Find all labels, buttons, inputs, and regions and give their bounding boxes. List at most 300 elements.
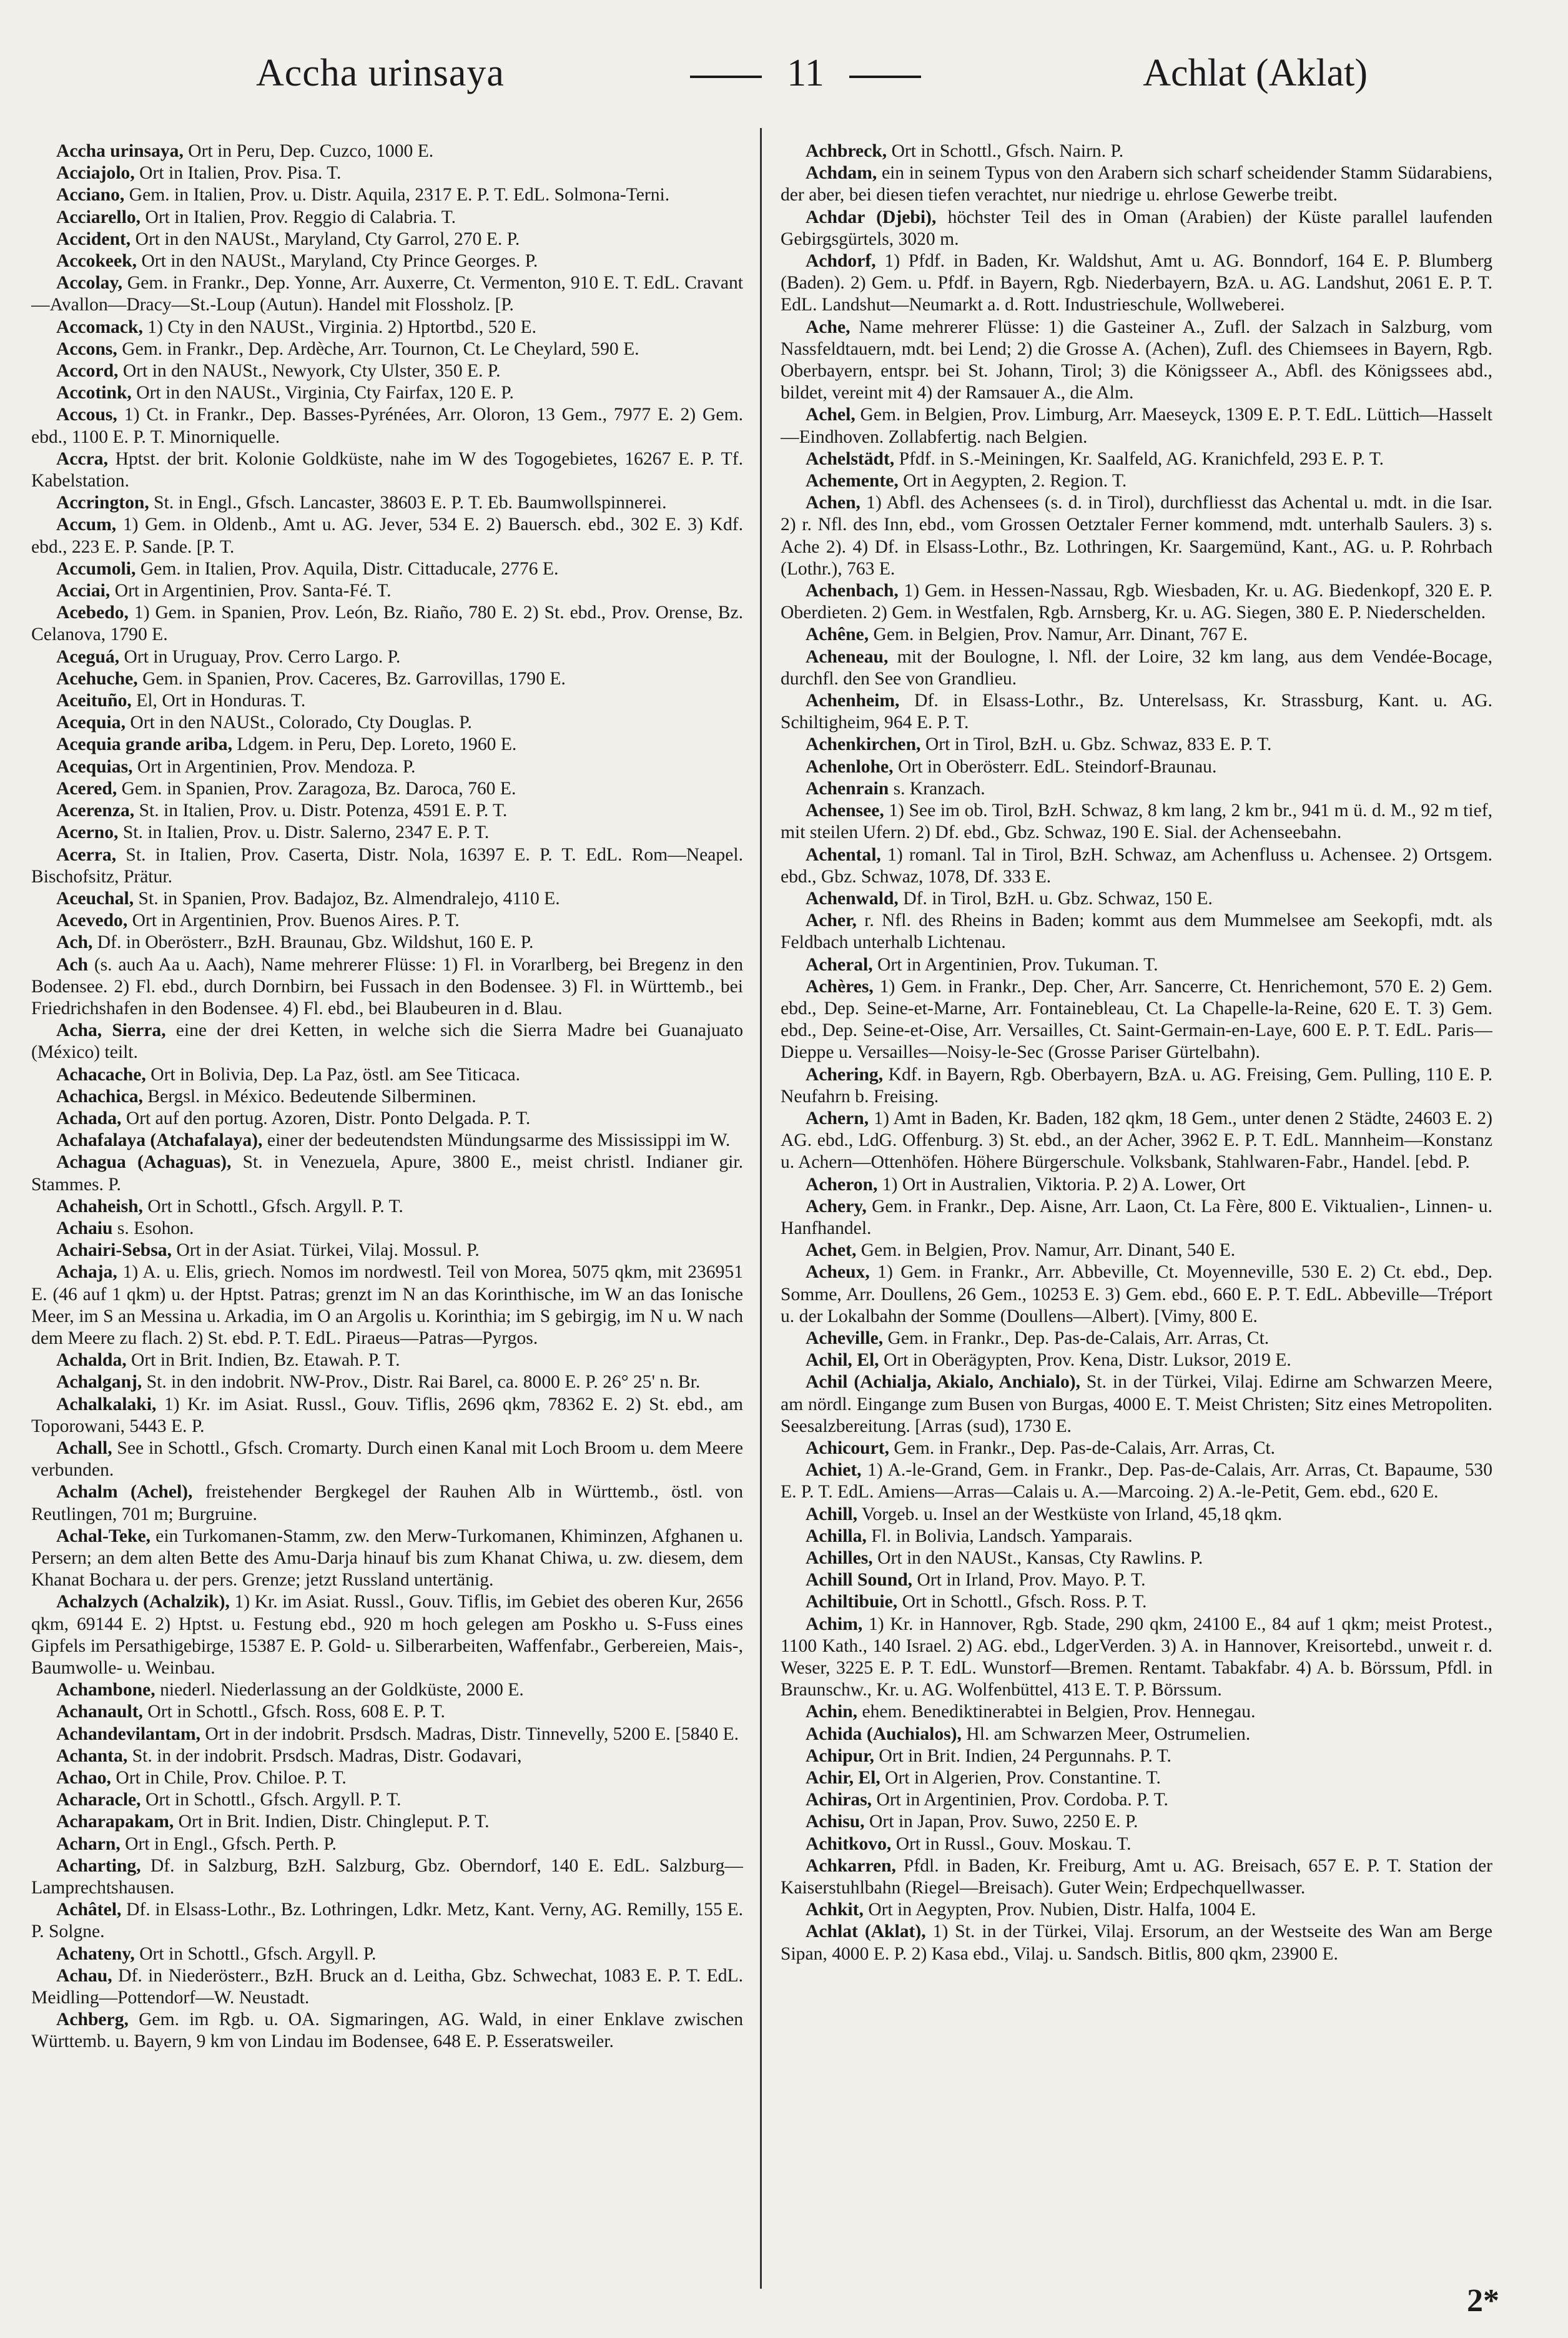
dictionary-entry bbox=[31, 1481, 743, 1525]
dictionary-entry bbox=[31, 734, 743, 756]
entry-text: 1) A. u. Elis, griech. Nomos im nordwestl. Teil von Morea, 5075 qkm, mit 236951 E. (46 auf 1 qkm) u. der Hptst. Patras; grenzt im N an das Korinthische, im W an das Ionische Meer, im S an Messina u. Arkadia, im O an Argolis u. Korinthia; im S gebirgig, im N u. W nach dem Meere zu flach. 2) St. ebd. P. T. EdL. Piraeus—Patras—Pyrgos. bbox=[31, 1262, 743, 1348]
entry-headword: Achering, bbox=[806, 1064, 884, 1085]
dictionary-entry bbox=[31, 1438, 743, 1481]
dictionary-entry bbox=[781, 624, 1492, 646]
dictionary-entry bbox=[31, 1196, 743, 1218]
dictionary-entry bbox=[781, 1591, 1492, 1613]
entry-headword: Achacache, bbox=[56, 1064, 146, 1085]
entry-text: Df. in Tirol, BzH. u. Gbz. Schwaz, 150 E. bbox=[903, 888, 1213, 909]
entry-text: Gem. in Frankr., Dep. Ardèche, Arr. Tournon, Ct. Le Cheylard, 590 E. bbox=[122, 338, 639, 359]
entry-text: Ort in Brit. Indien, Distr. Chingleput. P. T. bbox=[178, 1812, 490, 1832]
dictionary-entry bbox=[31, 646, 743, 668]
dictionary-entry bbox=[31, 602, 743, 646]
entry-text: Df. in Elsass-Lothr., Bz. Unterelsass, Kr. Strassburg, Kant. u. AG. Schiltigheim, 964 E. P. T. bbox=[781, 691, 1492, 733]
entry-headword: Achicourt, bbox=[806, 1438, 889, 1458]
entry-text: St. in Italien, Prov. u. Distr. Salerno, 2347 E. P. T. bbox=[122, 822, 490, 843]
dictionary-entry bbox=[781, 1745, 1492, 1767]
dictionary-entry bbox=[781, 404, 1492, 448]
entry-text: El, Ort in Honduras. T. bbox=[136, 691, 306, 711]
dictionary-entry bbox=[31, 1965, 743, 2009]
entry-text: St. in Italien, Prov. Caserta, Distr. Nola, 16397 E. P. T. EdL. Rom—Neapel. Bischofsitz, Prätur. bbox=[31, 844, 743, 887]
entry-text: s. Esohon. bbox=[117, 1218, 194, 1238]
entry-headword: Achachica, bbox=[56, 1086, 143, 1107]
dictionary-entry bbox=[781, 1174, 1492, 1196]
dictionary-entry bbox=[31, 492, 743, 514]
dictionary-entry bbox=[31, 712, 743, 734]
entry-headword: Achiet, bbox=[806, 1460, 862, 1481]
entry-headword: Acheneau, bbox=[806, 646, 889, 667]
dictionary-entry bbox=[781, 1899, 1492, 1921]
entry-text: 1) Amt in Baden, Kr. Baden, 182 qkm, 18 Gem., unter denen 2 Städte, 24603 E. 2) AG. ebd., LdG. Offenburg. 3) St. ebd., an der Acher, 3962 E. P. T. EdL. Mannheim—Konstanz u. Achern—Ottenhöfen. Höhere Bürgerschule. Volksbank, Stahlwaren-Fabr., Handel. [ebd. P. bbox=[781, 1108, 1492, 1173]
entry-headword: Achiltibuie, bbox=[806, 1592, 898, 1612]
entry-headword: Achal-Teke, bbox=[56, 1526, 150, 1546]
entry-text: Ort in Japan, Prov. Suwo, 2250 E. P. bbox=[869, 1812, 1138, 1832]
entry-headword: Achaja, bbox=[56, 1262, 117, 1283]
entry-headword: Accum, bbox=[56, 515, 117, 535]
dictionary-entry bbox=[31, 382, 743, 404]
entry-headword: Achada, bbox=[56, 1108, 122, 1128]
dictionary-entry bbox=[31, 1855, 743, 1899]
entry-text: einer der bedeutendsten Mündungsarme des Mississippi im W. bbox=[267, 1130, 731, 1151]
entry-text: Ort in den NAUSt., Newyork, Cty Ulster, 350 E. P. bbox=[122, 361, 501, 382]
dictionary-entry bbox=[781, 1614, 1492, 1702]
entry-headword: Accolay, bbox=[56, 273, 123, 293]
entry-list-left bbox=[31, 141, 743, 2053]
entry-headword: Aceuchal, bbox=[56, 888, 134, 909]
entry-text: St. in Italien, Prov. u. Distr. Potenza, 4591 E. P. T. bbox=[139, 801, 508, 821]
entry-headword: Ache, bbox=[806, 317, 851, 337]
dictionary-entry bbox=[781, 844, 1492, 888]
entry-headword: Achaiu bbox=[56, 1218, 113, 1238]
dictionary-entry bbox=[781, 800, 1492, 844]
dictionary-entry bbox=[31, 1811, 743, 1833]
entry-headword: Achalm (Achel), bbox=[56, 1482, 193, 1502]
entry-text: Gem. in Belgien, Prov. Namur, Arr. Dinant, 540 E. bbox=[860, 1240, 1236, 1261]
entry-text: Df. in Oberösterr., BzH. Braunau, Gbz. Wildshut, 160 E. P. bbox=[97, 932, 534, 953]
entry-headword: Achental, bbox=[806, 844, 881, 865]
entry-text: Ort in Argentinien, Prov. Buenos Aires. P. T. bbox=[132, 910, 460, 931]
entry-headword: Acehuche, bbox=[56, 668, 138, 689]
entry-text: Ort in Argentinien, Prov. Cordoba. P. T. bbox=[876, 1790, 1168, 1810]
entry-headword: Achairi-Sebsa, bbox=[56, 1240, 172, 1261]
entry-headword: Achateny, bbox=[56, 1943, 135, 1964]
entry-text: Ort in Irland, Prov. Mayo. P. T. bbox=[917, 1570, 1146, 1591]
entry-headword: Acciano, bbox=[56, 185, 125, 205]
entry-text: Ort in Schottl., Gfsch. Ross. P. T. bbox=[902, 1592, 1147, 1612]
entry-text: St. in Venezuela, Apure, 3800 E., meist christl. Indianer gir. Stammes. P. bbox=[31, 1152, 743, 1195]
entry-text: See in Schottl., Gfsch. Cromarty. Durch einen Kanal mit Loch Broom u. dem Meere verbunden. bbox=[31, 1438, 743, 1481]
entry-text: Gem. in Italien, Prov. Aquila, Distr. Cittaducale, 2776 E. bbox=[140, 558, 559, 579]
dictionary-entry bbox=[781, 778, 1492, 800]
entry-headword: Acerno, bbox=[56, 822, 119, 843]
entry-headword: Achipur, bbox=[806, 1745, 874, 1766]
entry-headword: Acebedo, bbox=[56, 603, 129, 623]
dictionary-entry bbox=[781, 207, 1492, 250]
entry-text: Ort in der indobrit. Prsdsch. Madras, Distr. Tinnevelly, 5200 E. [5840 E. bbox=[205, 1724, 739, 1744]
entry-headword: Achâtel, bbox=[56, 1900, 122, 1920]
entry-text: Ort in Brit. Indien, 24 Pergunnahs. P. T. bbox=[879, 1745, 1171, 1766]
dictionary-entry bbox=[31, 1218, 743, 1240]
entry-text: Ort in Argentinien, Prov. Santa-Fé. T. bbox=[114, 581, 392, 601]
entry-text: Ort in Engl., Gfsch. Perth. P. bbox=[125, 1833, 337, 1854]
entry-headword: Acciajolo, bbox=[56, 163, 135, 184]
dictionary-entry bbox=[31, 448, 743, 492]
entry-text: 1) A.-le-Grand, Gem. in Frankr., Dep. Pas-de-Calais, Arr. Arras, Ct. Bapaume, 530 E. P. T. EdL. Amiens—Arras—Calais u. A.—Marcoing. 2) A.-le-Petit, Gem. ebd., 620 E. bbox=[781, 1460, 1492, 1502]
dictionary-entry bbox=[31, 1152, 743, 1195]
entry-headword: Achery, bbox=[806, 1196, 867, 1216]
dictionary-entry bbox=[31, 822, 743, 844]
entry-text: r. Nfl. des Rheins in Baden; kommt aus dem Mummelsee am Seekopfi, mdt. als Feldbach unterhalb Lichtenau. bbox=[781, 910, 1492, 953]
entry-text: Ort in Argentinien, Prov. Tukuman. T. bbox=[877, 954, 1158, 975]
entry-text: St. in Engl., Gfsch. Lancaster, 38603 E. P. T. Eb. Baumwollspinnerei. bbox=[154, 493, 667, 513]
entry-headword: Accons, bbox=[56, 338, 117, 359]
entry-text: Gem. im Rgb. u. OA. Sigmaringen, AG. Wald, in einer Enklave zwischen Württemb. u. Bayern, 9 km von Lindau im Bodensee, 648 E. P. Esseratsweiler. bbox=[31, 2010, 743, 2052]
entry-headword: Achalda, bbox=[56, 1350, 127, 1371]
entry-headword: Achenlohe, bbox=[806, 756, 894, 777]
entry-headword: Achemente, bbox=[806, 471, 899, 491]
entry-headword: Achenwald, bbox=[806, 888, 899, 909]
dictionary-entry bbox=[781, 1921, 1492, 1965]
entry-headword: Acequia grande ariba, bbox=[56, 734, 232, 755]
header-rule-right bbox=[849, 76, 921, 78]
entry-headword: Acheux, bbox=[806, 1262, 870, 1283]
entry-text: Ort in Aegypten, 2. Region. T. bbox=[903, 471, 1127, 491]
entry-headword: Achkit, bbox=[806, 1900, 864, 1920]
dictionary-entry bbox=[781, 734, 1492, 756]
dictionary-entry bbox=[781, 141, 1492, 162]
entry-text: Ort in Schottl., Gfsch. Argyll. P. T. bbox=[147, 1196, 403, 1216]
entry-text: 1) Kr. im Asiat. Russl., Gouv. Tiflis, im Gebiet des oberen Kur, 2656 qkm, 69144 E. 2) Hptst. u. Festung ebd., 920 m hoch gelegen am Poskho u. S-Fuss eines Gipfels im Persathigebirge, 15387 E. P. Gold- u. Silberarbeiten, Waffenfabr., Gerbereien, Mais-, Baumwolle- u. Weinbau. bbox=[31, 1592, 743, 1679]
entry-text: St. in der Türkei, Vilaj. Edirne am Schwarzen Meere, am nördl. Eingange zum Busen von Burgas, 4000 E. T. Meist Christen; Sitz eines Metropoliten. Seesalzbereitung. [Arras (sud), 1730 E. bbox=[781, 1372, 1492, 1436]
entry-text: Ort in Argentinien, Prov. Mendoza. P. bbox=[137, 756, 416, 777]
dictionary-entry bbox=[781, 1459, 1492, 1503]
dictionary-entry bbox=[781, 1240, 1492, 1261]
entry-text: Ort in Chile, Prov. Chiloe. P. T. bbox=[116, 1768, 347, 1788]
entry-headword: Achao, bbox=[56, 1768, 111, 1788]
dictionary-entry bbox=[781, 470, 1492, 492]
dictionary-entry bbox=[781, 756, 1492, 778]
dictionary-entry bbox=[31, 1240, 743, 1261]
entry-headword: Accord, bbox=[56, 361, 119, 382]
entry-headword: Achelstädt, bbox=[806, 448, 895, 469]
dictionary-entry bbox=[31, 1349, 743, 1371]
dictionary-entry bbox=[31, 1064, 743, 1086]
entry-text: Gem. in Italien, Prov. u. Distr. Aquila, 2317 E. P. T. EdL. Solmona-Terni. bbox=[129, 185, 670, 205]
entry-headword: Acheron, bbox=[806, 1174, 878, 1195]
dictionary-entry bbox=[31, 1130, 743, 1152]
entry-headword: Accous, bbox=[56, 405, 117, 425]
column-right bbox=[781, 141, 1492, 2282]
dictionary-entry bbox=[781, 580, 1492, 624]
dictionary-entry bbox=[781, 1789, 1492, 1811]
dictionary-entry bbox=[31, 1261, 743, 1349]
header-page-number-group bbox=[631, 51, 980, 96]
dictionary-entry bbox=[31, 229, 743, 250]
entry-text: Ort in Uruguay, Prov. Cerro Largo. P. bbox=[124, 646, 401, 667]
entry-headword: Acheral, bbox=[806, 954, 873, 975]
entry-text: St. in Spanien, Prov. Badajoz, Bz. Almendralejo, 4110 E. bbox=[138, 888, 560, 909]
entry-headword: Acerenza, bbox=[56, 801, 135, 821]
dictionary-entry bbox=[31, 250, 743, 272]
entry-text: 1) Gem. in Frankr., Dep. Cher, Arr. Sancerre, Ct. Henrichemont, 570 E. 2) Gem. ebd., Dep. Seine-et-Marne, Arr. Fontainebleau, Ct. La Chapelle-la-Reine, 620 E. T. 3) Gem. ebd., Dep. Seine-et-Oise, Arr. Versailles, Ct. Saint-Germain-en-Laye, 600 E. P. T. EdL. Paris—Dieppe u. Versailles—Noisy-le-Sec (Grosse Pariser Gürtelbahn). bbox=[781, 976, 1492, 1063]
entry-headword: Acciarello, bbox=[56, 207, 141, 227]
entry-text: Ort in den NAUSt., Virginia, Cty Fairfax, 120 E. P. bbox=[136, 383, 514, 403]
dictionary-entry bbox=[781, 1569, 1492, 1591]
entry-text: Ort in Oberägypten, Prov. Kena, Distr. Luksor, 2019 E. bbox=[883, 1350, 1291, 1371]
entry-headword: Acequia, bbox=[56, 713, 126, 733]
dictionary-entry bbox=[31, 360, 743, 382]
dictionary-entry bbox=[31, 207, 743, 229]
entry-headword: Achaheish, bbox=[56, 1196, 143, 1216]
entry-headword: Achalkalaki, bbox=[56, 1394, 157, 1414]
entry-text: s. Kranzach. bbox=[893, 778, 985, 799]
entry-text: 1) St. in der Türkei, Vilaj. Ersorum, an der Westseite des Wan am Berge Sipan, 4000 E. P. 2) Kasa ebd., Vilaj. u. Sandsch. Bitlis, 800 qkm, 23900 E. bbox=[781, 1921, 1492, 1964]
entry-text: Gem. in Frankr., Dep. Aisne, Arr. Laon, Ct. La Fère, 800 E. Viktualien-, Linnen- u. Hanfhandel. bbox=[781, 1196, 1492, 1238]
entry-headword: Achbreck, bbox=[806, 141, 887, 161]
dictionary-entry bbox=[781, 1438, 1492, 1459]
dictionary-entry bbox=[781, 448, 1492, 470]
entry-headword: Achlat (Aklat), bbox=[806, 1921, 926, 1942]
dictionary-entry bbox=[31, 778, 743, 800]
entry-headword: Achel, bbox=[806, 405, 855, 425]
entry-headword: Achdam, bbox=[806, 163, 877, 184]
header-first-entry: Accha urinsaya bbox=[256, 52, 505, 94]
dictionary-entry bbox=[781, 1108, 1492, 1174]
entry-text: 1) Pfdf. in Baden, Kr. Waldshut, Amt u. AG. Bonndorf, 164 E. P. Blumberg (Baden). 2) Gem. u. Pfdf. in Bayern, Rgb. Niederbayern, BzA. u. AG. Landshut, 2061 E. P. T. EdL. Landshut—Neumarkt a. d. Rott. Industrieschule, Wollweberei. bbox=[781, 251, 1492, 315]
entry-headword: Achilles, bbox=[806, 1548, 873, 1568]
entry-text: Ort in Aegypten, Prov. Nubien, Distr. Halfa, 1004 E. bbox=[868, 1900, 1256, 1920]
dictionary-entry bbox=[31, 1679, 743, 1701]
dictionary-entry bbox=[781, 1855, 1492, 1899]
entry-text: Ort in Italien, Prov. Reggio di Calabria. T. bbox=[145, 207, 456, 227]
entry-text: Name mehrerer Flüsse: 1) die Gasteiner A., Zufl. der Salzach in Salzburg, vom Nassfeldtauern, mdt. bei Lend; 2) die Grosse A. (Achen), Zufl. des Chiemsees in Bayern, Rgb. Oberbayern, entspr. bei St. Johann, Tirol; 3) die Königsseer A., Abfl. des Königssees abd., bildet, vereint mit 4) der Ramsauer A., die Alm. bbox=[781, 317, 1492, 403]
entry-headword: Achères, bbox=[806, 976, 874, 997]
dictionary-entry bbox=[31, 1591, 743, 1679]
entry-headword: Aceguá, bbox=[56, 646, 120, 667]
dictionary-entry bbox=[31, 1833, 743, 1855]
entry-text: freistehender Bergkegel der Rauhen Alb in Württemb., östl. von Reutlingen, 701 m; Burgruine. bbox=[31, 1482, 743, 1524]
page-number: 11 bbox=[787, 52, 824, 94]
entry-text: Fl. in Bolivia, Landsch. Yamparais. bbox=[871, 1526, 1133, 1546]
dictionary-entry bbox=[31, 1899, 743, 1943]
entry-headword: Achin, bbox=[806, 1702, 858, 1722]
entry-text: Gem. in Spanien, Prov. Zaragoza, Bz. Daroca, 760 E. bbox=[121, 778, 516, 799]
entry-headword: Accomack, bbox=[56, 317, 143, 337]
entry-headword: Acheville, bbox=[806, 1328, 884, 1348]
entry-headword: Achambone, bbox=[56, 1680, 155, 1700]
entry-text: Ort in Tirol, BzH. u. Gbz. Schwaz, 833 E. P. T. bbox=[925, 734, 1272, 755]
dictionary-entry bbox=[31, 888, 743, 910]
dictionary-entry bbox=[781, 317, 1492, 405]
entry-text: 1) Kr. in Hannover, Rgb. Stade, 290 qkm, 24100 E., 84 auf 1 qkm; meist Protest., 1100 Kath., 140 Israel. 2) AG. ebd., LdgerVerden. 3) A. in Hannover, Kreisortebd., unweit r. d. Weser, 3225 E. P. T. EdL. Wunstorf—Bremen. Rentamt. Tabakfabr. 4) A. b. Börssum, Pfdl. in Braunschw., Kr. u. AG. Wolfenbüttel, 413 E. T. P. Börssum. bbox=[781, 1614, 1492, 1700]
entry-text: höchster Teil des in Oman (Arabien) der Küste parallel laufenden Gebirgsgürtels, 3020 m. bbox=[781, 207, 1492, 249]
entry-text: Ort in Schottl., Gfsch. Argyll. P. bbox=[139, 1943, 377, 1964]
entry-text: Pfdf. in S.-Meiningen, Kr. Saalfeld, AG. Kranichfeld, 293 E. P. T. bbox=[899, 448, 1384, 469]
dictionary-entry bbox=[781, 690, 1492, 734]
dictionary-entry bbox=[781, 954, 1492, 976]
entry-headword: Achir, El, bbox=[806, 1768, 880, 1788]
entry-headword: Achim, bbox=[806, 1614, 863, 1634]
entry-headword: Accumoli, bbox=[56, 558, 136, 579]
entry-headword: Acered, bbox=[56, 778, 117, 799]
dictionary-entry bbox=[31, 1108, 743, 1130]
dictionary-entry bbox=[781, 492, 1492, 580]
entry-text: Ort in Bolivia, Dep. La Paz, östl. am See Titicaca. bbox=[150, 1064, 521, 1085]
entry-text: mit der Boulogne, l. Nfl. der Loire, 32 km lang, aus dem Vendée-Bocage, durchfl. den See von Grandlieu. bbox=[781, 646, 1492, 689]
dictionary-entry bbox=[781, 1504, 1492, 1526]
entry-text: Gem. in Belgien, Prov. Limburg, Arr. Maeseyck, 1309 E. P. T. EdL. Lüttich—Hasselt—Eindhoven. Zollabfertig. nach Belgien. bbox=[781, 405, 1492, 447]
entry-text: 1) Gem. in Oldenb., Amt u. AG. Jever, 534 E. 2) Bauersch. ebd., 302 E. 3) Kdf. ebd., 223 E. P. Sande. [P. T. bbox=[31, 515, 743, 557]
dictionary-entry bbox=[31, 690, 743, 712]
entry-text: 1) Gem. in Frankr., Arr. Abbeville, Ct. Moyenneville, 530 E. 2) Ct. ebd., Dep. Somme, Arr. Doullens, 26 Gem., 10253 E. 3) Gem. ebd., 660 E. P. T. EdL. Abbeville—Tréport u. der Lokalbahn der Somme (Doullens—Albert). [Vimy, 800 E. bbox=[781, 1262, 1492, 1326]
header-last-entry: Achlat (Aklat) bbox=[1143, 52, 1368, 94]
entry-headword: Achêne, bbox=[806, 624, 869, 645]
dictionary-entry bbox=[781, 1701, 1492, 1723]
entry-headword: Achalzych (Achalzik), bbox=[56, 1592, 230, 1612]
entry-headword: Achdorf, bbox=[806, 251, 876, 272]
entry-text: Ort in Algerien, Prov. Constantine. T. bbox=[885, 1768, 1161, 1788]
entry-headword: Acciai, bbox=[56, 581, 111, 601]
entry-text: Df. in Niederösterr., BzH. Bruck an d. Leitha, Gbz. Schwechat, 1083 E. P. T. EdL. Meidling—Pottendorf—W. Neustadt. bbox=[31, 1965, 743, 2008]
dictionary-entry bbox=[31, 1789, 743, 1811]
dictionary-entry bbox=[781, 646, 1492, 690]
entry-headword: Achenbach, bbox=[806, 581, 899, 601]
entry-text: 1) Abfl. des Achensees (s. d. in Tirol), durchfliesst das Achental u. mdt. in die Isar. 2) r. Nfl. des Inn, ebd., vom Grossen Oetztaler Ferner kommend, mdt. unterhalb Saulers. 3) s. Ache 2). 4) Df. in Elsass-Lothr., Bz. Lothringen, Kr. Saargemünd, Kant., AG. u. P. Rohrbach (Lothr.), 763 E. bbox=[781, 493, 1492, 579]
dictionary-entry bbox=[781, 1833, 1492, 1855]
entry-text: Df. in Elsass-Lothr., Bz. Lothringen, Ldkr. Metz, Kant. Verny, AG. Remilly, 155 E. P. Solgne. bbox=[31, 1900, 743, 1942]
entry-headword: Achitkovo, bbox=[806, 1833, 892, 1854]
dictionary-entry bbox=[31, 317, 743, 338]
entry-text: Bergsl. in México. Bedeutende Silberminen. bbox=[147, 1086, 476, 1107]
entry-headword: Achill, bbox=[806, 1504, 858, 1524]
dictionary-entry bbox=[31, 1394, 743, 1438]
entry-headword: Acharacle, bbox=[56, 1790, 141, 1810]
dictionary-entry bbox=[781, 1526, 1492, 1547]
entry-text: Ort in Peru, Dep. Cuzco, 1000 E. bbox=[188, 141, 434, 161]
dictionary-entry bbox=[31, 1701, 743, 1723]
dictionary-entry bbox=[781, 250, 1492, 317]
entry-headword: Accotink, bbox=[56, 383, 132, 403]
entry-text: Ldgem. in Peru, Dep. Loreto, 1960 E. bbox=[237, 734, 517, 755]
dictionary-entry bbox=[31, 404, 743, 448]
dictionary-entry bbox=[781, 1328, 1492, 1349]
entry-headword: Aceituño, bbox=[56, 691, 132, 711]
dictionary-entry bbox=[31, 2009, 743, 2053]
dictionary-entry bbox=[31, 514, 743, 558]
entry-headword: Achet, bbox=[806, 1240, 857, 1261]
entry-headword: Accident, bbox=[56, 229, 131, 249]
dictionary-entry bbox=[781, 1349, 1492, 1371]
entry-text: niederl. Niederlassung an der Goldküste, 2000 E. bbox=[160, 1680, 524, 1700]
entry-headword: Achagua (Achaguas), bbox=[56, 1152, 232, 1173]
signature-mark: 2* bbox=[1467, 2283, 1499, 2319]
entry-text: St. in den indobrit. NW-Prov., Distr. Rai Barel, ca. 8000 E. P. 26° 25' n. Br. bbox=[146, 1372, 701, 1393]
entry-headword: Achanta, bbox=[56, 1745, 128, 1766]
entry-text: Pfdl. in Baden, Kr. Freiburg, Amt u. AG. Breisach, 657 E. P. T. Station der Kaiserstuhlbahn (Riegel—Breisach). Guter Wein; Erdpechquellwasser. bbox=[781, 1855, 1492, 1898]
dictionary-entry bbox=[31, 184, 743, 206]
entry-headword: Achisu, bbox=[806, 1812, 865, 1832]
entry-headword: Achenheim, bbox=[806, 691, 900, 711]
dictionary-entry bbox=[31, 910, 743, 932]
entry-headword: Ach bbox=[56, 954, 88, 975]
dictionary-entry bbox=[31, 954, 743, 1020]
entry-text: Kdf. in Bayern, Rgb. Oberbayern, BzA. u. AG. Freising, Gem. Pulling, 110 E. P. Neufahrn b. Freising. bbox=[781, 1064, 1492, 1107]
entry-headword: Achdar (Djebi), bbox=[806, 207, 937, 227]
entry-text: Gem. in Belgien, Prov. Namur, Arr. Dinant, 767 E. bbox=[873, 624, 1248, 645]
entry-headword: Achiras, bbox=[806, 1790, 872, 1810]
dictionary-entry bbox=[781, 910, 1492, 954]
dictionary-entry bbox=[31, 1943, 743, 1965]
entry-text: Ort in Oberösterr. EdL. Steindorf-Braunau. bbox=[897, 756, 1217, 777]
entry-headword: Achern, bbox=[806, 1108, 869, 1128]
entry-text: (s. auch Aa u. Aach), Name mehrerer Flüsse: 1) Fl. in Vorarlberg, bei Bregenz in den Bodensee. 2) Fl. ebd., durch Dornbirn, bei Fussach in den Bodensee. 3) Fl. in Württemb., bei Friedrichshafen in den Bodensee. 4) Fl. ebd., bei Blaubeuren in d. Blau. bbox=[31, 954, 743, 1019]
dictionary-entry bbox=[31, 1371, 743, 1393]
entry-headword: Acharapakam, bbox=[56, 1812, 174, 1832]
entry-headword: Achil, El, bbox=[806, 1350, 879, 1371]
entry-headword: Acequias, bbox=[56, 756, 133, 777]
dictionary-entry bbox=[31, 1767, 743, 1789]
entry-text: 1) Cty in den NAUSt., Virginia. 2) Hptortbd., 520 E. bbox=[147, 317, 536, 337]
entry-headword: Acerra, bbox=[56, 844, 117, 865]
entry-headword: Achkarren, bbox=[806, 1855, 896, 1876]
entry-text: Gem. in Spanien, Prov. Caceres, Bz. Garrovillas, 1790 E. bbox=[142, 668, 566, 689]
entry-headword: Achil (Achialja, Akialo, Anchialo), bbox=[806, 1372, 1080, 1393]
dictionary-entry bbox=[31, 1526, 743, 1592]
entry-text: Ort in den NAUSt., Kansas, Cty Rawlins. P. bbox=[877, 1548, 1203, 1568]
dictionary-entry bbox=[31, 141, 743, 162]
entry-text: Ort in Russl., Gouv. Moskau. T. bbox=[895, 1833, 1132, 1854]
entry-text: Ort in den NAUSt., Maryland, Cty Garrol, 270 E. P. bbox=[135, 229, 520, 249]
entry-text: ehem. Benediktinerabtei in Belgien, Prov. Hennegau. bbox=[862, 1702, 1256, 1722]
entry-headword: Achensee, bbox=[806, 801, 884, 821]
entry-headword: Acharn, bbox=[56, 1833, 121, 1854]
entry-headword: Acharting, bbox=[56, 1855, 141, 1876]
entry-text: eine der drei Ketten, in welche sich die Sierra Madre bei Guanajuato (México) teilt. bbox=[31, 1020, 743, 1063]
entry-headword: Accrington, bbox=[56, 493, 149, 513]
dictionary-entry bbox=[31, 668, 743, 690]
entry-text: Vorgeb. u. Insel an der Westküste von Irland, 45,18 qkm. bbox=[861, 1504, 1283, 1524]
page-header bbox=[250, 32, 1374, 126]
dictionary-entry bbox=[31, 1745, 743, 1767]
entry-text: 1) Gem. in Spanien, Prov. León, Bz. Riaño, 780 E. 2) St. ebd., Prov. Orense, Bz. Celanova, 1790 E. bbox=[31, 603, 743, 645]
dictionary-entry bbox=[781, 976, 1492, 1064]
column-left bbox=[31, 141, 743, 2282]
column-divider bbox=[760, 128, 762, 2289]
entry-text: Gem. in Frankr., Dep. Yonne, Arr. Auxerre, Ct. Vermenton, 910 E. T. EdL. Cravant—Avallon—Dracy—St.-Loup (Autun). Handel mit Flossholz. [P. bbox=[31, 273, 743, 315]
dictionary-entry bbox=[781, 1811, 1492, 1833]
entry-text: 1) Ct. in Frankr., Dep. Basses-Pyrénées, Arr. Oloron, 13 Gem., 7977 E. 2) Gem. ebd., 1100 E. P. T. Minorniquelle. bbox=[31, 405, 743, 447]
dictionary-entry bbox=[781, 162, 1492, 206]
entry-text: Ort in den NAUSt., Maryland, Cty Prince Georges. P. bbox=[141, 251, 538, 272]
entry-headword: Achandevilantam, bbox=[56, 1724, 201, 1744]
entry-text: Gem. in Frankr., Dep. Pas-de-Calais, Arr. Arras, Ct. bbox=[887, 1328, 1270, 1348]
entry-text: 1) See im ob. Tirol, BzH. Schwaz, 8 km lang, 2 km br., 941 m ü. d. M., 92 m tief, mit steilen Ufern. 2) Df. ebd., Gbz. Schwaz, 190 E. Sial. der Achenseebahn. bbox=[781, 801, 1492, 843]
entry-text: St. in der indobrit. Prsdsch. Madras, Distr. Godavari, bbox=[132, 1745, 522, 1766]
entry-text: Ort in Italien, Prov. Pisa. T. bbox=[139, 163, 342, 184]
header-rule-left bbox=[690, 76, 762, 78]
dictionary-entry bbox=[781, 888, 1492, 910]
entry-headword: Achilla, bbox=[806, 1526, 867, 1546]
entry-headword: Achberg, bbox=[56, 2010, 129, 2030]
dictionary-entry bbox=[31, 162, 743, 184]
dictionary-entry bbox=[31, 844, 743, 888]
dictionary-entry bbox=[31, 558, 743, 580]
dictionary-entry bbox=[31, 1724, 743, 1745]
dictionary-entry bbox=[781, 1196, 1492, 1240]
entry-headword: Achen, bbox=[806, 493, 860, 513]
entry-headword: Accha urinsaya, bbox=[56, 141, 184, 161]
entry-headword: Achenrain bbox=[806, 778, 889, 799]
